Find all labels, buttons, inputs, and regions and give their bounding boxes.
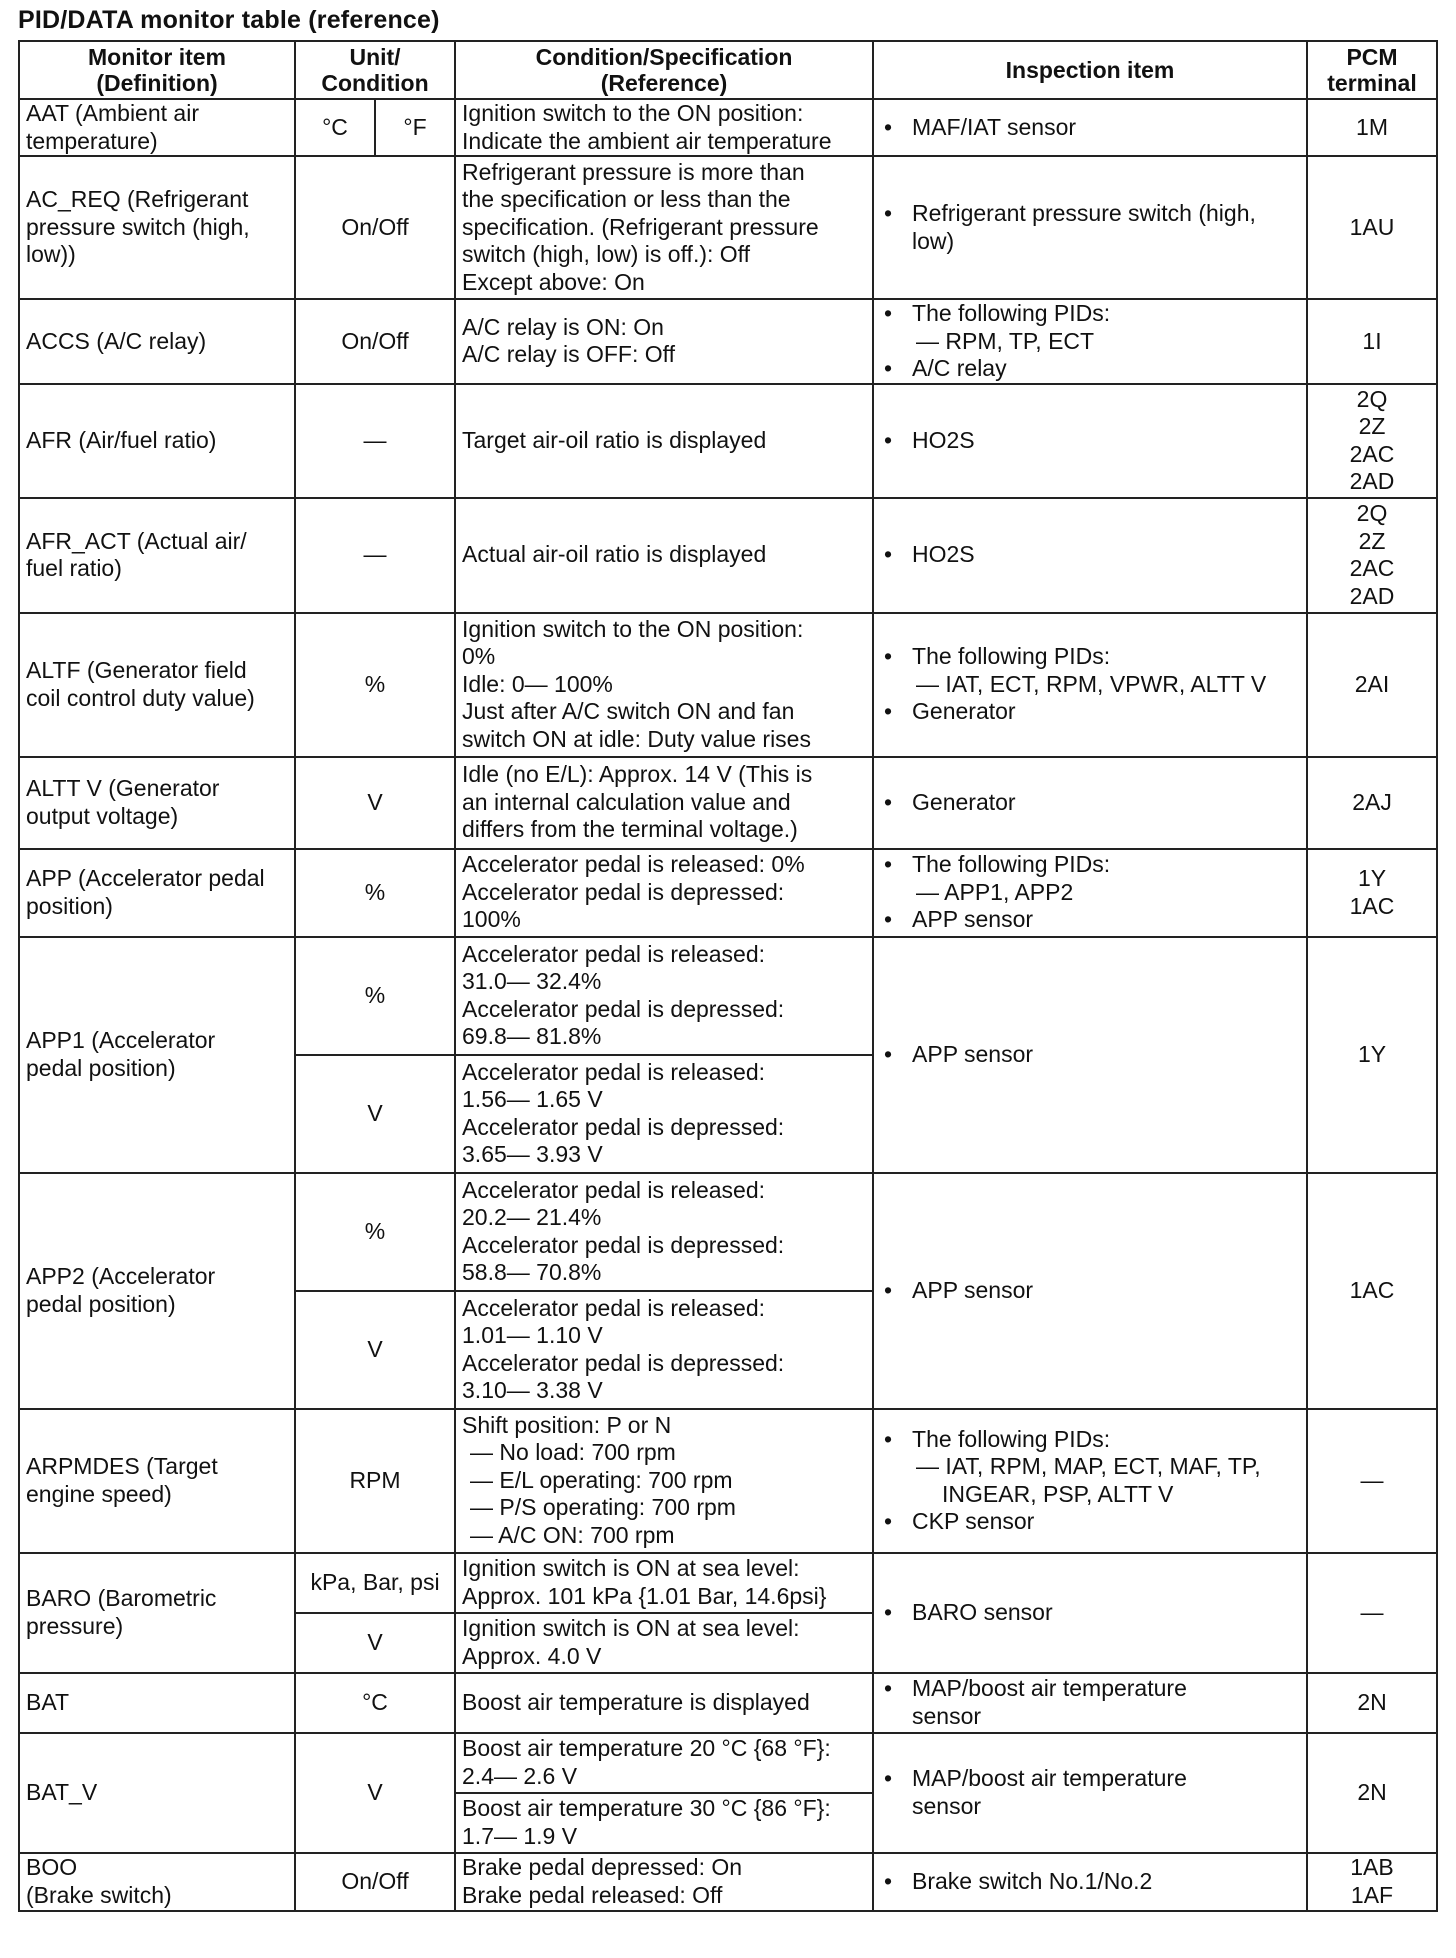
unit-cell: % xyxy=(295,613,455,757)
unit-cell: On/Off xyxy=(295,156,455,299)
unit-cell: % xyxy=(295,849,455,937)
unit-cell: % xyxy=(295,937,455,1055)
monitor-item-boo: BOO (Brake switch) xyxy=(19,1853,295,1911)
monitor-item-arpmdes: ARPMDES (Target engine speed) xyxy=(19,1409,295,1553)
condition-cell: Ignition switch is ON at sea level: Approx. 4.0 V xyxy=(455,1613,873,1673)
pcm-terminal-cell: 2N xyxy=(1307,1733,1437,1853)
monitor-item-aat: AAT (Ambient air temperature) xyxy=(19,99,295,156)
pcm-terminal-cell: 1I xyxy=(1307,299,1437,384)
pcm-terminal-cell: 2Q 2Z 2AC 2AD xyxy=(1307,498,1437,613)
unit-cell: On/Off xyxy=(295,1853,455,1911)
table-row xyxy=(19,1733,1437,1793)
bullet-icon: • xyxy=(884,1598,893,1625)
unit-cell: kPa, Bar, psi xyxy=(295,1553,455,1613)
inspection-cell: • The following PIDs: — RPM, TP, ECT • A/C relay xyxy=(873,299,1307,384)
condition-cell: Refrigerant pressure is more than the specification or less than the specification. (Refrigerant pressure switch (high, low) is off.): Off Except above: On xyxy=(455,156,873,299)
table-header-row xyxy=(19,41,1437,99)
inspection-cell: • BARO sensor xyxy=(873,1553,1307,1673)
unit-cell: V xyxy=(295,1055,455,1173)
table-row xyxy=(19,156,1437,299)
monitor-item-baro: BARO (Barometric pressure) xyxy=(19,1553,295,1673)
pid-data-monitor-table xyxy=(18,40,1438,1912)
table-row xyxy=(19,1409,1437,1553)
inspection-cell: • MAP/boost air temperature sensor xyxy=(873,1673,1307,1733)
table-row xyxy=(19,849,1437,937)
bullet-icon: • xyxy=(884,698,893,725)
inspection-cell: • Refrigerant pressure switch (high, low) xyxy=(873,156,1307,299)
monitor-item-afr: AFR (Air/fuel ratio) xyxy=(19,384,295,498)
bullet-icon: • xyxy=(884,113,893,140)
pcm-terminal-cell: 2AJ xyxy=(1307,757,1437,849)
table-row xyxy=(19,498,1437,613)
condition-cell: Brake pedal depressed: On Brake pedal released: Off xyxy=(455,1853,873,1911)
monitor-item-bat: BAT xyxy=(19,1673,295,1733)
pcm-terminal-cell: 1AC xyxy=(1307,1173,1437,1409)
unit-cell: RPM xyxy=(295,1409,455,1553)
pcm-terminal-cell: — xyxy=(1307,1553,1437,1673)
pcm-terminal-cell: 2Q 2Z 2AC 2AD xyxy=(1307,384,1437,498)
unit-cell: V xyxy=(295,1613,455,1673)
pcm-terminal-cell: 1Y 1AC xyxy=(1307,849,1437,937)
monitor-item-ac-req: AC_REQ (Refrigerant pressure switch (high, low)) xyxy=(19,156,295,299)
table-row xyxy=(19,1853,1437,1911)
condition-cell: Ignition switch to the ON position: Indicate the ambient air temperature xyxy=(455,99,873,156)
table-row xyxy=(19,384,1437,498)
inspection-cell: • HO2S xyxy=(873,498,1307,613)
header-monitor-item: Monitor item (Definition) xyxy=(19,41,295,99)
monitor-item-bat-v: BAT_V xyxy=(19,1733,295,1853)
inspection-cell: • APP sensor xyxy=(873,1173,1307,1409)
bullet-icon: • xyxy=(884,788,893,815)
unit-cell: % xyxy=(295,1173,455,1291)
monitor-item-app1: APP1 (Accelerator pedal position) xyxy=(19,937,295,1173)
inspection-cell: • The following PIDs: — APP1, APP2 • APP sensor xyxy=(873,849,1307,937)
condition-cell: Accelerator pedal is released: 1.01— 1.10 V Accelerator pedal is depressed: 3.10— 3.38 V xyxy=(455,1291,873,1409)
bullet-icon: • xyxy=(884,1276,893,1303)
monitor-item-afr-act: AFR_ACT (Actual air/ fuel ratio) xyxy=(19,498,295,613)
unit-cell: — xyxy=(295,384,455,498)
bullet-icon: • xyxy=(884,1508,893,1534)
condition-cell: Target air-oil ratio is displayed xyxy=(455,384,873,498)
bullet-icon: • xyxy=(884,426,893,453)
bullet-icon: • xyxy=(884,851,893,878)
pcm-terminal-cell: 2AI xyxy=(1307,613,1437,757)
bullet-icon: • xyxy=(884,355,893,381)
bullet-icon: • xyxy=(884,906,893,933)
condition-cell: Boost air temperature is displayed xyxy=(455,1673,873,1733)
bullet-icon: • xyxy=(884,1425,893,1452)
condition-cell: Accelerator pedal is released: 1.56— 1.65 V Accelerator pedal is depressed: 3.65— 3.93 V xyxy=(455,1055,873,1173)
unit-cell: — xyxy=(295,498,455,613)
bullet-icon: • xyxy=(884,1765,893,1791)
monitor-item-altf: ALTF (Generator field coil control duty value) xyxy=(19,613,295,757)
inspection-cell: • MAP/boost air temperature sensor xyxy=(873,1733,1307,1853)
bullet-icon: • xyxy=(884,300,893,326)
condition-cell: Ignition switch is ON at sea level: Approx. 101 kPa {1.01 Bar, 14.6psi} xyxy=(455,1553,873,1613)
condition-cell: Actual air-oil ratio is displayed xyxy=(455,498,873,613)
bullet-icon: • xyxy=(884,1867,893,1894)
condition-cell: Ignition switch to the ON position: 0% Idle: 0— 100% Just after A/C switch ON and fan switch ON at idle: Duty value rises xyxy=(455,613,873,757)
condition-cell: Boost air temperature 20 °C {68 °F}: 2.4— 2.6 V xyxy=(455,1733,873,1793)
table-row xyxy=(19,99,1437,156)
unit-cell: V xyxy=(295,1733,455,1853)
table-row xyxy=(19,1173,1437,1291)
bullet-icon: • xyxy=(884,541,893,568)
inspection-cell: • Brake switch No.1/No.2 xyxy=(873,1853,1307,1911)
condition-cell: Accelerator pedal is released: 31.0— 32.4% Accelerator pedal is depressed: 69.8— 81.8% xyxy=(455,937,873,1055)
pcm-terminal-cell: 1M xyxy=(1307,99,1437,156)
pcm-terminal-cell: 1AB 1AF xyxy=(1307,1853,1437,1911)
pcm-terminal-cell: 1AU xyxy=(1307,156,1437,299)
table-row xyxy=(19,299,1437,384)
monitor-item-app: APP (Accelerator pedal position) xyxy=(19,849,295,937)
inspection-cell: • Generator xyxy=(873,757,1307,849)
header-pcm-terminal: PCM terminal xyxy=(1307,41,1437,99)
condition-cell: Boost air temperature 30 °C {86 °F}: 1.7— 1.9 V xyxy=(455,1793,873,1853)
bullet-icon: • xyxy=(884,643,893,670)
table-row xyxy=(19,1553,1437,1613)
unit-celsius: °C xyxy=(295,99,375,156)
inspection-cell: • MAF/IAT sensor xyxy=(873,99,1307,156)
pcm-terminal-cell: — xyxy=(1307,1409,1437,1553)
table-row xyxy=(19,757,1437,849)
inspection-cell: • The following PIDs: — IAT, RPM, MAP, ECT, MAF, TP, INGEAR, PSP, ALTT V • CKP sensor xyxy=(873,1409,1307,1553)
table-row xyxy=(19,937,1437,1055)
page-title: PID/DATA monitor table (reference) xyxy=(18,6,440,34)
condition-cell: Accelerator pedal is released: 0% Accelerator pedal is depressed: 100% xyxy=(455,849,873,937)
header-unit-condition: Unit/ Condition xyxy=(295,41,455,99)
inspection-cell: • APP sensor xyxy=(873,937,1307,1173)
monitor-item-accs: ACCS (A/C relay) xyxy=(19,299,295,384)
pcm-terminal-cell: 1Y xyxy=(1307,937,1437,1173)
condition-cell: Shift position: P or N — No load: 700 rpm — E/L operating: 700 rpm — P/S operating: 700 rpm — A/C ON: 700 rpm xyxy=(455,1409,873,1553)
condition-cell: A/C relay is ON: On A/C relay is OFF: Off xyxy=(455,299,873,384)
condition-cell: Idle (no E/L): Approx. 14 V (This is an internal calculation value and differs from the terminal voltage.) xyxy=(455,757,873,849)
bullet-icon: • xyxy=(884,200,893,226)
unit-cell: V xyxy=(295,757,455,849)
unit-cell: On/Off xyxy=(295,299,455,384)
unit-cell: V xyxy=(295,1291,455,1409)
table-row xyxy=(19,1673,1437,1733)
monitor-item-altt-v: ALTT V (Generator output voltage) xyxy=(19,757,295,849)
bullet-icon: • xyxy=(884,1675,893,1701)
bullet-icon: • xyxy=(884,1040,893,1067)
condition-cell: Accelerator pedal is released: 20.2— 21.4% Accelerator pedal is depressed: 58.8— 70.8% xyxy=(455,1173,873,1291)
monitor-item-app2: APP2 (Accelerator pedal position) xyxy=(19,1173,295,1409)
header-inspection-item: Inspection item xyxy=(873,41,1307,99)
pcm-terminal-cell: 2N xyxy=(1307,1673,1437,1733)
unit-cell: °C xyxy=(295,1673,455,1733)
inspection-cell: • HO2S xyxy=(873,384,1307,498)
inspection-cell: • The following PIDs: — IAT, ECT, RPM, VPWR, ALTT V • Generator xyxy=(873,613,1307,757)
unit-fahrenheit: °F xyxy=(375,99,455,156)
header-condition-specification: Condition/Specification (Reference) xyxy=(455,41,873,99)
table-row xyxy=(19,613,1437,757)
